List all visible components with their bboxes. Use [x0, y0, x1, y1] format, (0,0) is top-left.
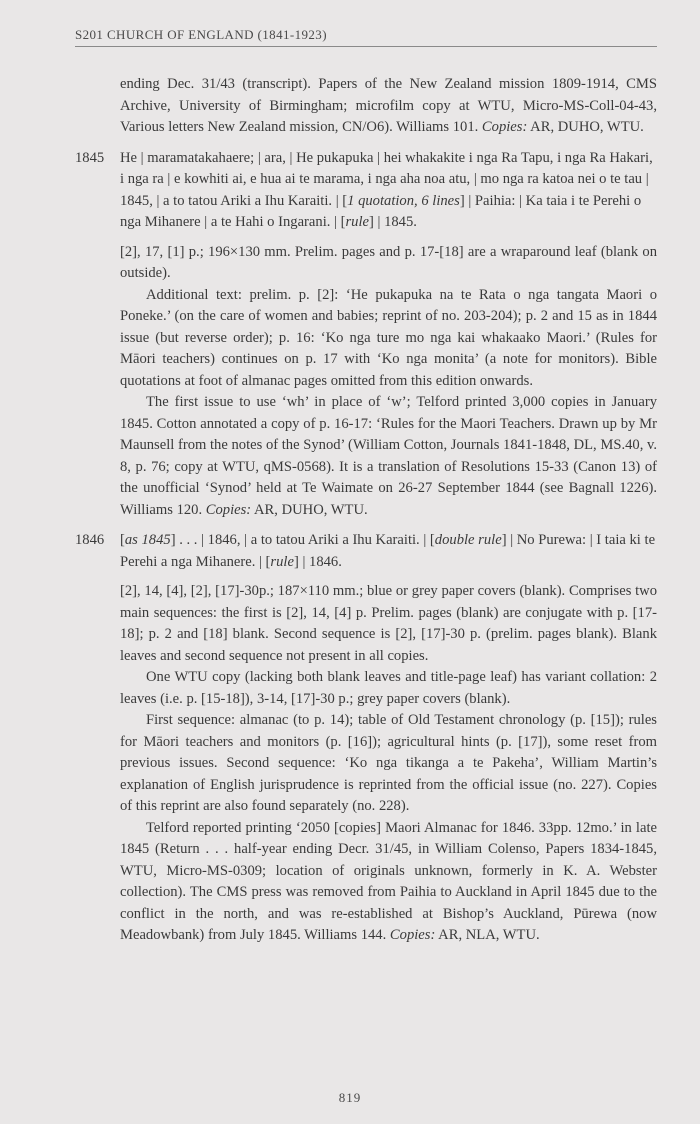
spacer — [75, 234, 657, 242]
note-text: Telford reported printing ‘2050 [copies] Maori Almanac for 1846. 33pp. 12mo.’ in late 1845 (Return . . . half-year ending Decr. 31/45, in William Colenso, Papers 1834-1845, WTU, Micro-MS-0309; location of originals unknown, formerly in K. A. Webster collection). The CMS press was removed from Paihia to Auckland in April 1845 due to the conflict in the north, and was re-established at Bishop’s Auckland, Pūrewa (now Meadowbank) from July 1845. Williams 144. — [120, 819, 657, 943]
running-head: S201 CHURCH OF ENGLAND (1841-1923) — [75, 27, 657, 47]
copies-label: Copies: — [205, 501, 252, 518]
title-text: ] | Paihia: | Ka taia i te Perehi o nga Mihanere | a te Hahi o Ingarani. | [ — [120, 192, 642, 230]
copies-label: Copies: — [389, 927, 436, 943]
note-paragraph — [75, 392, 657, 521]
note-text: The first issue to use ‘wh’ in place of ‘w’; Telford printed 3,000 copies in January 1845. Cotton annotated a copy of p. 16-17: ‘Rules for the Maori Teachers. Drawn up by Mr Maunsell from the notes of the Synod’ (William Cotton, Journals 1841-1848, DL, MS.40, v. 8, p. 76; copy at WTU, qMS-0568). It is a translation of Resolutions 15-33 (Canon 13) of the unofficial ‘Synod’ held at Te Waimate on 26-27 September 1844 (see Bagnall 1226). Williams 120. — [120, 394, 657, 518]
title-text: He | maramatakahaere; | ara, | He pukapuka | hei whakakite i nga Ra Tapu, i nga Ra Hakari, i nga ra | e kowhiti ai, e hua ai te marama, i nga aha noa atu, | mo nga ra katoa nei o te tau | 1845, | a to tatou Ariki a Ihu Karaiti. | [ — [120, 149, 653, 209]
copies-list: AR, DUHO, WTU. — [254, 501, 368, 518]
entry-year: 1845 — [75, 149, 105, 166]
intro-paragraph — [75, 74, 657, 139]
collation-paragraph: [2], 14, [4], [2], [17]-30p.; 187×110 mm.; blue or grey paper covers (blank). Comprises two main sequences: the first is [2], 14, [4] p. Prelim. pages (blank) are conjugate with p. [17-18]; p. 2 and [18] blank. Second sequence is [2], [17]-30 p. (prelim. pages blank). Blank leaves and second sequence not present in all copies. — [120, 583, 657, 664]
title-text: ] | 1845. — [369, 214, 417, 230]
intro-copies: AR, DUHO, WTU. — [530, 119, 644, 135]
entry-title — [120, 530, 657, 573]
title-italic: double rule — [434, 532, 502, 548]
sequence-paragraph: First sequence: almanac (to p. 14); table of Old Testament chronology (p. [15]); rules for Māori teachers and monitors (p. [16]); agricultural hints (p. [17]), some reset from previous issues. Second sequence: ‘Ko nga tikanga a te Pakeha’, William Martin’s explanation of English jurisprudence is reprinted from the official issue (no. 227). Copies of this reprint are also found separately (no. 228). — [120, 712, 657, 814]
entry-year: 1846 — [75, 532, 105, 548]
entry-title — [120, 148, 657, 234]
title-italic: rule — [270, 553, 294, 570]
title-italic: 1 quotation, 6 lines — [347, 192, 460, 209]
copies-list: AR, NLA, WTU. — [438, 927, 540, 943]
title-text: ] | No Purewa: | I taia ki te Perehi a nga Mihanere. | [ — [120, 532, 656, 570]
note-paragraph — [75, 818, 657, 947]
variant-paragraph: One WTU copy (lacking both blank leaves and title-page leaf) has variant collation: 2 leaves (i.e. p. [15-18]), 3-14, [17]-30 p.; grey paper covers (blank). — [120, 669, 657, 707]
body-text — [75, 74, 657, 947]
title-text: ] | 1846. — [293, 553, 342, 570]
page-number: 819 — [338, 1090, 362, 1105]
intro-text: ending Dec. 31/43 (transcript). Papers of the New Zealand mission 1809-1914, CMS Archive, University of Birmingham; microfilm copy at WTU, Micro-MS-Coll-04-43, Various letters New Zealand mission, CN/O6). Williams 101. — [120, 76, 657, 135]
spacer — [75, 573, 657, 581]
intro-copies-label: Copies: — [481, 119, 528, 135]
title-italic: rule — [345, 214, 369, 230]
entry-1846 — [75, 530, 657, 573]
entry-1845 — [75, 148, 657, 234]
title-text: ] . . . | 1846, | a to tatou Ariki a Ihu Karaiti. | [ — [170, 532, 435, 548]
collation-paragraph: [2], 17, [1] p.; 196×130 mm. Prelim. pages and p. 17-[18] are a wraparound leaf (blank on outside). — [120, 243, 657, 281]
title-text: [ — [120, 532, 125, 548]
title-italic: as 1845 — [124, 532, 171, 548]
additional-text-paragraph: Additional text: prelim. p. [2]: ‘He pukapuka na te Rata o nga tangata Maori o Poneke.’ (on the care of women and babies; reprint of no. 203-204); p. 2 and 15 as in 1844 issue (but reverse order); p. 16: ‘Ko nga ture mo nga kai whakaako Maori.’ (Rules for Māori teachers) continues on p. 17 with ‘Ko nga monita’ (a note for monitors). Bible quotations at foot of almanac pages omitted from this edition onwards. — [120, 286, 657, 389]
